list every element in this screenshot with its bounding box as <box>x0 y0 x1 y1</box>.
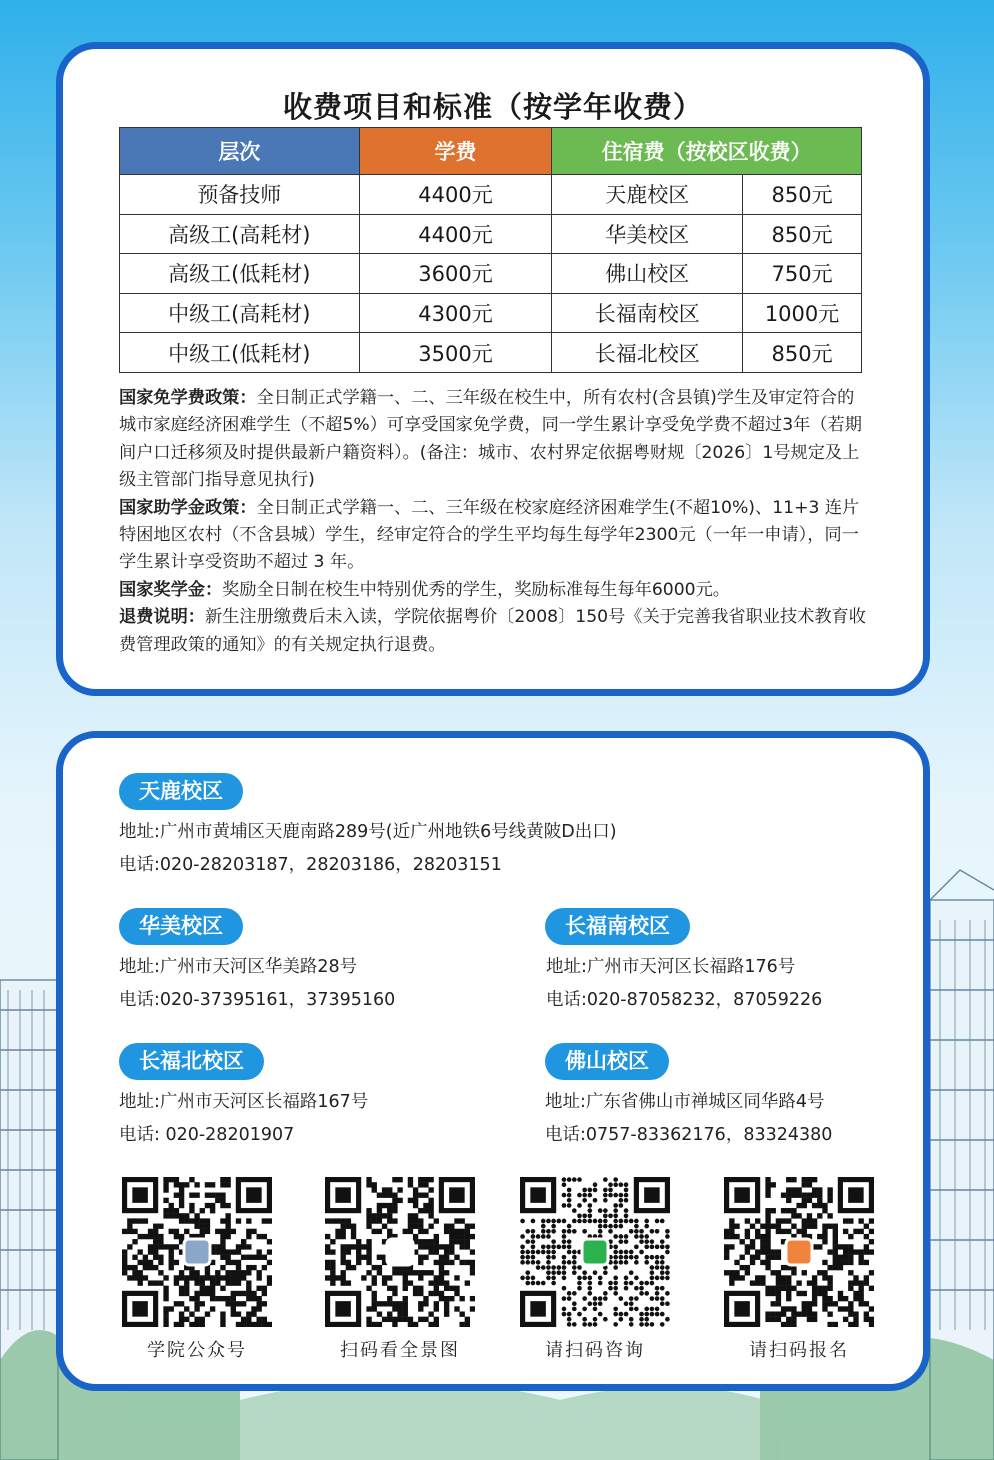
level-cell: 中级工(高耗材) <box>120 293 360 333</box>
campus-card <box>56 731 930 1391</box>
campus-phone-tianlu: 电话:020-28203187，28203186，28203151 <box>119 855 502 875</box>
dorm-fee-cell: 850元 <box>743 214 862 254</box>
level-cell: 高级工(高耗材) <box>120 214 360 254</box>
table-row <box>120 254 862 294</box>
campus-tag-tianlu: 天鹿校区 <box>119 773 243 810</box>
panorama-logo-icon <box>387 1239 413 1265</box>
dorm-fee-cell: 1000元 <box>743 293 862 333</box>
tuition-cell: 4300元 <box>359 293 552 333</box>
tuition-cell: 3600元 <box>359 254 552 294</box>
table-row <box>120 333 862 373</box>
fee-title: 收费项目和标准（按学年收费） <box>282 90 703 124</box>
level-cell: 中级工(低耗材) <box>120 333 360 373</box>
dorm-fee-cell: 750元 <box>743 254 862 294</box>
level-cell: 高级工(低耗材) <box>120 254 360 294</box>
level-cell: 预备技师 <box>120 175 360 215</box>
campus-cell: 长福南校区 <box>552 293 743 333</box>
campus-address-huamei: 地址:广州市天河区华美路28号 <box>119 957 358 977</box>
campus-cell: 佛山校区 <box>552 254 743 294</box>
campus-cell: 华美校区 <box>552 214 743 254</box>
campus-cell: 长福北校区 <box>552 333 743 373</box>
tuition-cell: 4400元 <box>359 175 552 215</box>
school-logo-icon <box>184 1239 210 1265</box>
campus-address-changfunan: 地址:广州市天河区长福路176号 <box>546 957 796 977</box>
table-row <box>120 293 862 333</box>
qr-code-wechat-account[interactable] <box>122 1177 272 1327</box>
fee-card <box>56 42 930 696</box>
campus-tag-foshan: 佛山校区 <box>545 1043 669 1080</box>
campus-cell: 天鹿校区 <box>552 175 743 215</box>
campus-address-tianlu: 地址:广州市黄埔区天鹿南路289号(近广州地铁6号线黄陂D出口) <box>119 822 617 842</box>
dorm-fee-cell: 850元 <box>743 333 862 373</box>
campus-tag-changfubei: 长福北校区 <box>119 1043 264 1080</box>
policy-text <box>119 385 871 659</box>
policy-free-tuition: 全日制正式学籍一、二、三年级在校生中，所有农村(含县镇)学生及审定符合的城市家庭经济困难学生（不超5%）可享受国家免学费，同一学生累计享受免学费不超过3年（若期间户口迁移须及时提供最新户籍资料）。(备注：城市、农村界定依据粤财规〔2026〕1号规定及上级主管部门指导意见执行) <box>119 388 862 491</box>
header-dorm: 住宿费（按校区收费） <box>552 128 862 175</box>
campus-phone-changfubei: 电话: 020-28201907 <box>119 1125 295 1145</box>
campus-address-foshan: 地址:广东省佛山市禅城区同华路4号 <box>545 1092 825 1112</box>
qr-label-wechat-account: 学院公众号 <box>147 1340 247 1361</box>
qr-code-consult[interactable] <box>520 1177 670 1327</box>
campus-phone-changfunan: 电话:020-87058232，87059226 <box>546 990 823 1010</box>
campus-tag-huamei: 华美校区 <box>119 908 243 945</box>
policy-grant: 全日制正式学籍一、二、三年级在校家庭经济困难学生(不超10%)、11+3 连片特困地区农村（不含县城）学生，经审定符合的学生平均每生每学年2300元（一年一申请），同一学生累计享受资助不超过 3 年。 <box>119 497 860 573</box>
table-row <box>120 175 862 215</box>
fee-table <box>119 127 862 373</box>
qr-code-panorama[interactable] <box>325 1177 475 1327</box>
qr-label-panorama: 扫码看全景图 <box>340 1340 460 1361</box>
qr-code-signup[interactable] <box>724 1177 874 1327</box>
policy-label-scholarship: 国家奖学金： <box>119 579 223 600</box>
policy-label-free-tuition: 国家免学费政策： <box>119 388 257 408</box>
header-level: 层次 <box>120 128 360 175</box>
fee-table-header <box>120 128 862 175</box>
policy-label-grant: 国家助学金政策： <box>119 497 257 518</box>
wechat-icon <box>582 1239 608 1265</box>
policy-scholarship: 奖励全日制在校生中特别优秀的学生，奖励标准每生每年6000元。 <box>222 579 730 600</box>
header-tuition: 学费 <box>359 128 552 175</box>
policy-label-refund: 退费说明： <box>119 607 205 628</box>
signup-logo-icon <box>786 1239 812 1265</box>
qr-label-signup: 请扫码报名 <box>749 1340 849 1361</box>
campus-phone-huamei: 电话:020-37395161，37395160 <box>119 990 396 1010</box>
campus-address-changfubei: 地址:广州市天河区长福路167号 <box>119 1092 369 1112</box>
policy-refund: 新生注册缴费后未入读，学院依据粤价〔2008〕150号《关于完善我省职业技术教育收费管理政策的通知》的有关规定执行退费。 <box>119 607 866 655</box>
dorm-fee-cell: 850元 <box>743 175 862 215</box>
campus-phone-foshan: 电话:0757-83362176，83324380 <box>545 1125 833 1145</box>
tuition-cell: 3500元 <box>359 333 552 373</box>
qr-label-consult: 请扫码咨询 <box>545 1340 645 1361</box>
campus-tag-changfunan: 长福南校区 <box>545 908 690 945</box>
table-row <box>120 214 862 254</box>
tuition-cell: 4400元 <box>359 214 552 254</box>
